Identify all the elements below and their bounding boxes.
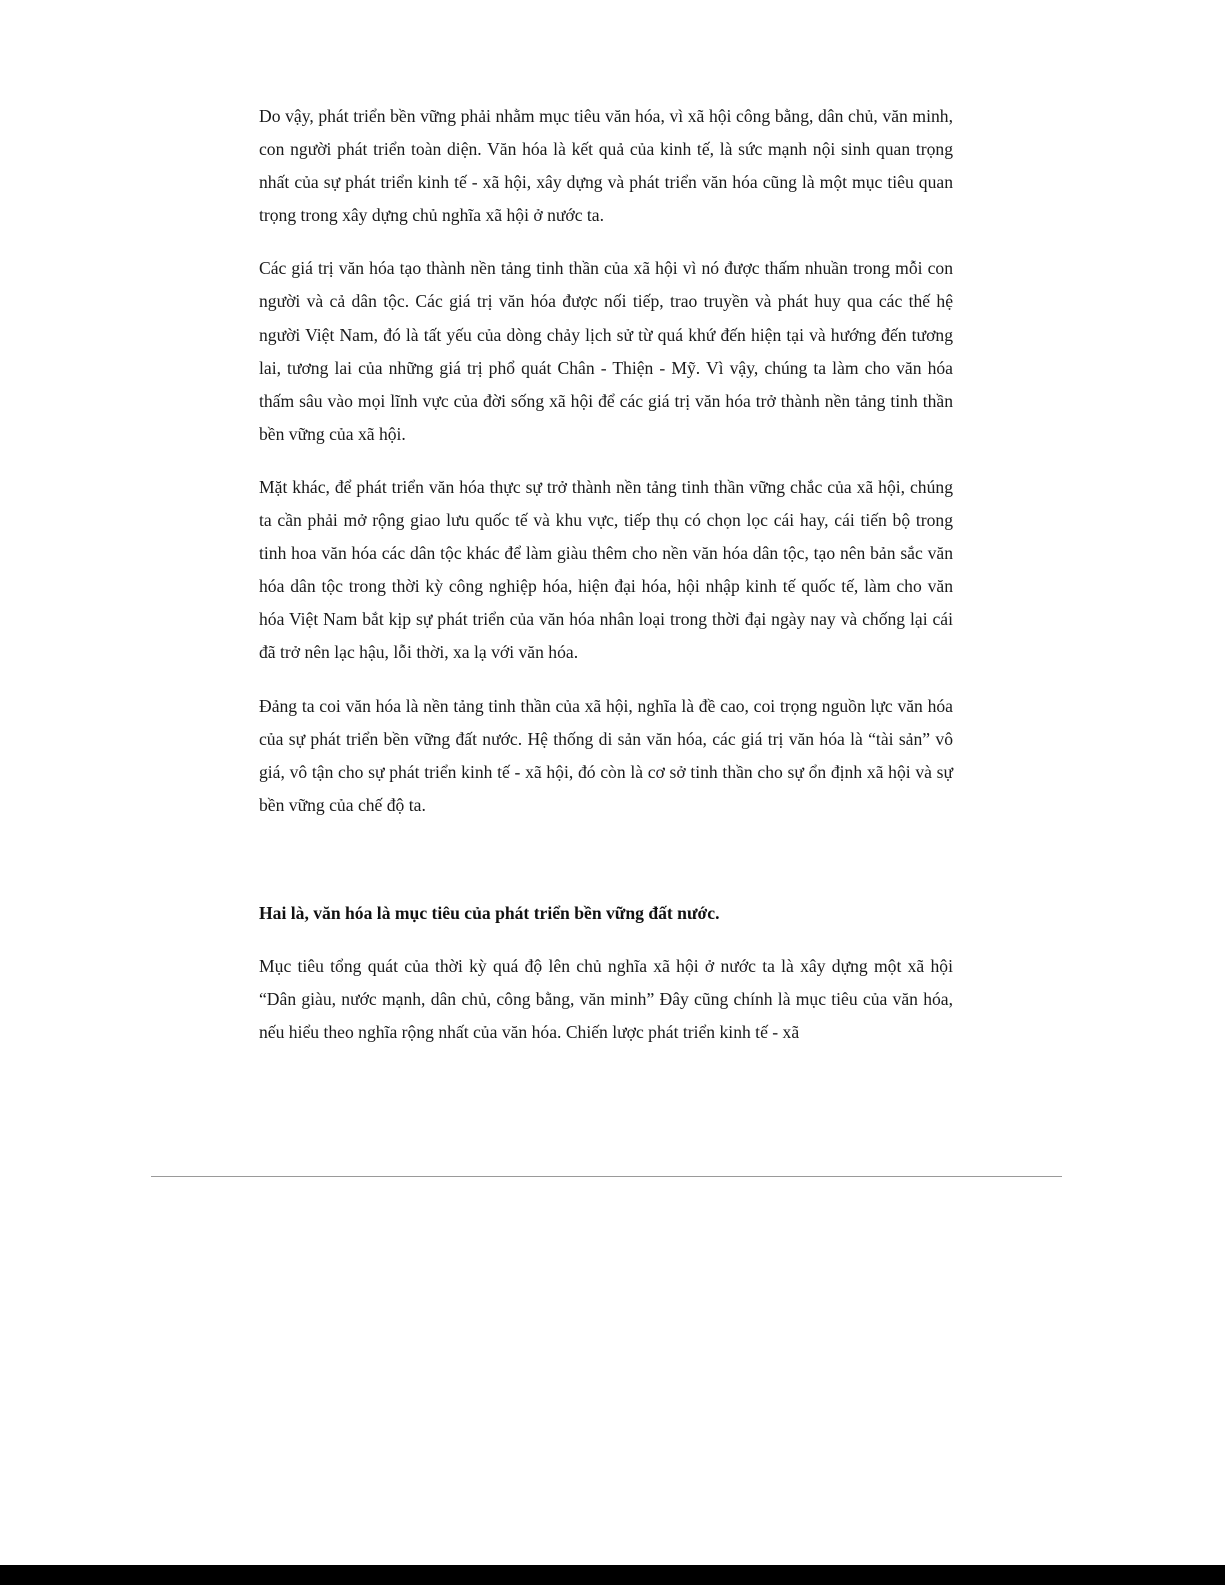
- page-bottom-edge: [0, 1565, 1225, 1585]
- section-heading: Hai là, văn hóa là mục tiêu của phát triển bền vững đất nước.: [259, 902, 720, 923]
- paragraph-3: Mặt khác, để phát triển văn hóa thực sự trở thành nền tảng tinh thần vững chắc của xã hội, chúng ta cần phải mở rộng giao lưu quốc tế và khu vực, tiếp thụ có chọn lọc cái hay, cái tiến bộ trong tinh hoa văn hóa các dân tộc khác để làm giàu thêm cho nền văn hóa dân tộc, tạo nên bản sắc văn hóa dân tộc trong thời kỳ công nghiệp hóa, hiện đại hóa, hội nhập kinh tế quốc tế, làm cho văn hóa Việt Nam bắt kịp sự phát triển của văn hóa nhân loại trong thời đại ngày nay và chống lại cái đã trở nên lạc hậu, lỗi thời, xa lạ với văn hóa.: [259, 476, 953, 663]
- paragraph-4: Đảng ta coi văn hóa là nền tảng tinh thần của xã hội, nghĩa là đề cao, coi trọng nguồn lực văn hóa của sự phát triển bền vững đất nước. Hệ thống di sản văn hóa, các giá trị văn hóa là “tài sản” vô giá, vô tận cho sự phát triển kinh tế - xã hội, đó còn là cơ sở tinh thần cho sự ổn định xã hội và sự bền vững của chế độ ta.: [259, 695, 953, 815]
- paragraph-2: Các giá trị văn hóa tạo thành nền tảng tinh thần của xã hội vì nó được thấm nhuần trong mỗi con người và cả dân tộc. Các giá trị văn hóa được nối tiếp, trao truyền và phát huy qua các thế hệ người Việt Nam, đó là tất yếu của dòng chảy lịch sử từ quá khứ đến hiện tại và hướng đến tương lai, tương lai của những giá trị phổ quát Chân - Thiện - Mỹ. Vì vậy, chúng ta làm cho văn hóa thấm sâu vào mọi lĩnh vực của đời sống xã hội để các giá trị văn hóa trở thành nền tảng tinh thần bền vững của xã hội.: [259, 258, 953, 444]
- document-body: [259, 100, 953, 1049]
- page-divider: [151, 1176, 1062, 1177]
- paragraph-5: Mục tiêu tổng quát của thời kỳ quá độ lên chủ nghĩa xã hội ở nước ta là xây dựng một xã hội “Dân giàu, nước mạnh, dân chủ, công bằng, văn minh” Đây cũng chính là mục tiêu của văn hóa, nếu hiểu theo nghĩa rộng nhất của văn hóa. Chiến lược phát triển kinh tế - xã: [259, 955, 953, 1043]
- paragraph-1: Do vậy, phát triển bền vững phải nhằm mục tiêu văn hóa, vì xã hội công bằng, dân chủ, văn minh, con người phát triển toàn diện. Văn hóa là kết quả của kinh tế, là sức mạnh nội sinh quan trọng nhất của sự phát triển kinh tế - xã hội, xây dựng và phát triển văn hóa cũng là một mục tiêu quan trọng trong xây dựng chủ nghĩa xã hội ở nước ta.: [259, 106, 953, 226]
